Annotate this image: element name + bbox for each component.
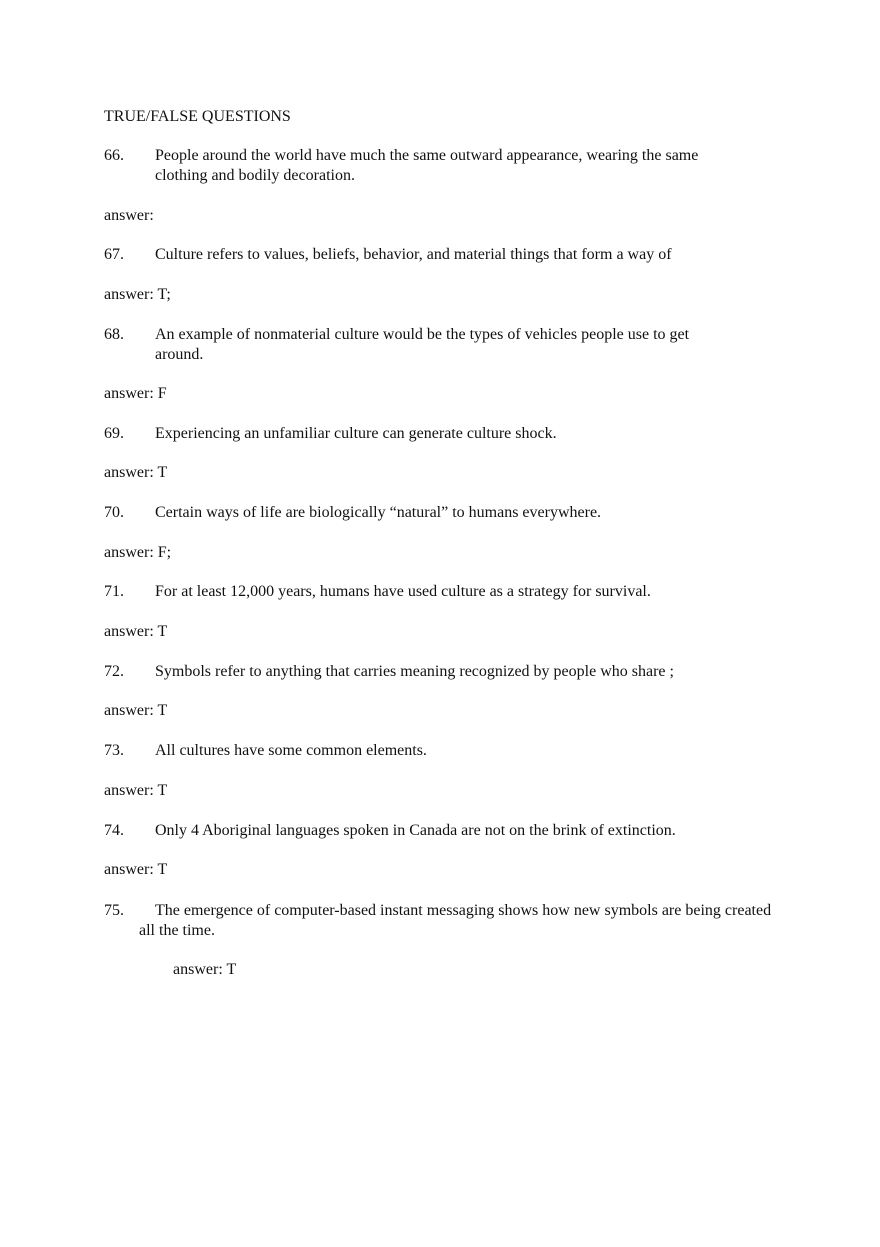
question-text: Culture refers to values, beliefs, behavior, and material things that form a way of bbox=[155, 246, 672, 263]
answer-68: answer: F bbox=[104, 385, 167, 402]
question-67 bbox=[104, 245, 784, 265]
answer-66: answer: bbox=[104, 207, 154, 224]
question-text: The emergence of computer-based instant messaging shows how new symbols are being created all the time. bbox=[139, 902, 772, 939]
question-number: 72. bbox=[104, 663, 124, 680]
question-text: For at least 12,000 years, humans have used culture as a strategy for survival. bbox=[155, 583, 651, 600]
section-heading: TRUE/FALSE QUESTIONS bbox=[104, 108, 291, 125]
question-text: All cultures have some common elements. bbox=[155, 742, 427, 759]
question-number: 70. bbox=[104, 504, 124, 521]
answer-71: answer: T bbox=[104, 623, 168, 640]
question-text: Only 4 Aboriginal languages spoken in Canada are not on the brink of extinction. bbox=[155, 822, 676, 839]
question-number: 71. bbox=[104, 583, 124, 600]
answer-72: answer: T bbox=[104, 702, 168, 719]
question-text: An example of nonmaterial culture would be the types of vehicles people use to get around. bbox=[155, 326, 690, 363]
answer-75: answer: T bbox=[173, 961, 237, 978]
answer-70: answer: F; bbox=[104, 544, 172, 561]
question-66 bbox=[104, 146, 784, 186]
question-number: 66. bbox=[104, 147, 124, 164]
question-text: Certain ways of life are biologically “natural” to humans everywhere. bbox=[155, 504, 602, 521]
question-number: 75. bbox=[104, 902, 124, 919]
question-70 bbox=[104, 503, 784, 523]
question-number: 74. bbox=[104, 822, 124, 839]
question-text: Symbols refer to anything that carries meaning recognized by people who share ; bbox=[155, 663, 674, 680]
question-72 bbox=[104, 662, 784, 682]
question-number: 67. bbox=[104, 246, 124, 263]
question-68 bbox=[104, 325, 784, 365]
question-75 bbox=[104, 901, 784, 941]
question-69 bbox=[104, 424, 784, 444]
question-text: People around the world have much the same outward appearance, wearing the same clothing and bodily decoration. bbox=[155, 147, 699, 184]
answer-67: answer: T; bbox=[104, 286, 171, 303]
question-73 bbox=[104, 741, 784, 761]
question-71 bbox=[104, 582, 784, 602]
question-74 bbox=[104, 821, 784, 841]
answer-74: answer: T bbox=[104, 861, 168, 878]
answer-69: answer: T bbox=[104, 464, 168, 481]
question-number: 73. bbox=[104, 742, 124, 759]
question-text: Experiencing an unfamiliar culture can generate culture shock. bbox=[155, 425, 557, 442]
question-number: 69. bbox=[104, 425, 124, 442]
question-number: 68. bbox=[104, 326, 124, 343]
answer-73: answer: T bbox=[104, 782, 168, 799]
